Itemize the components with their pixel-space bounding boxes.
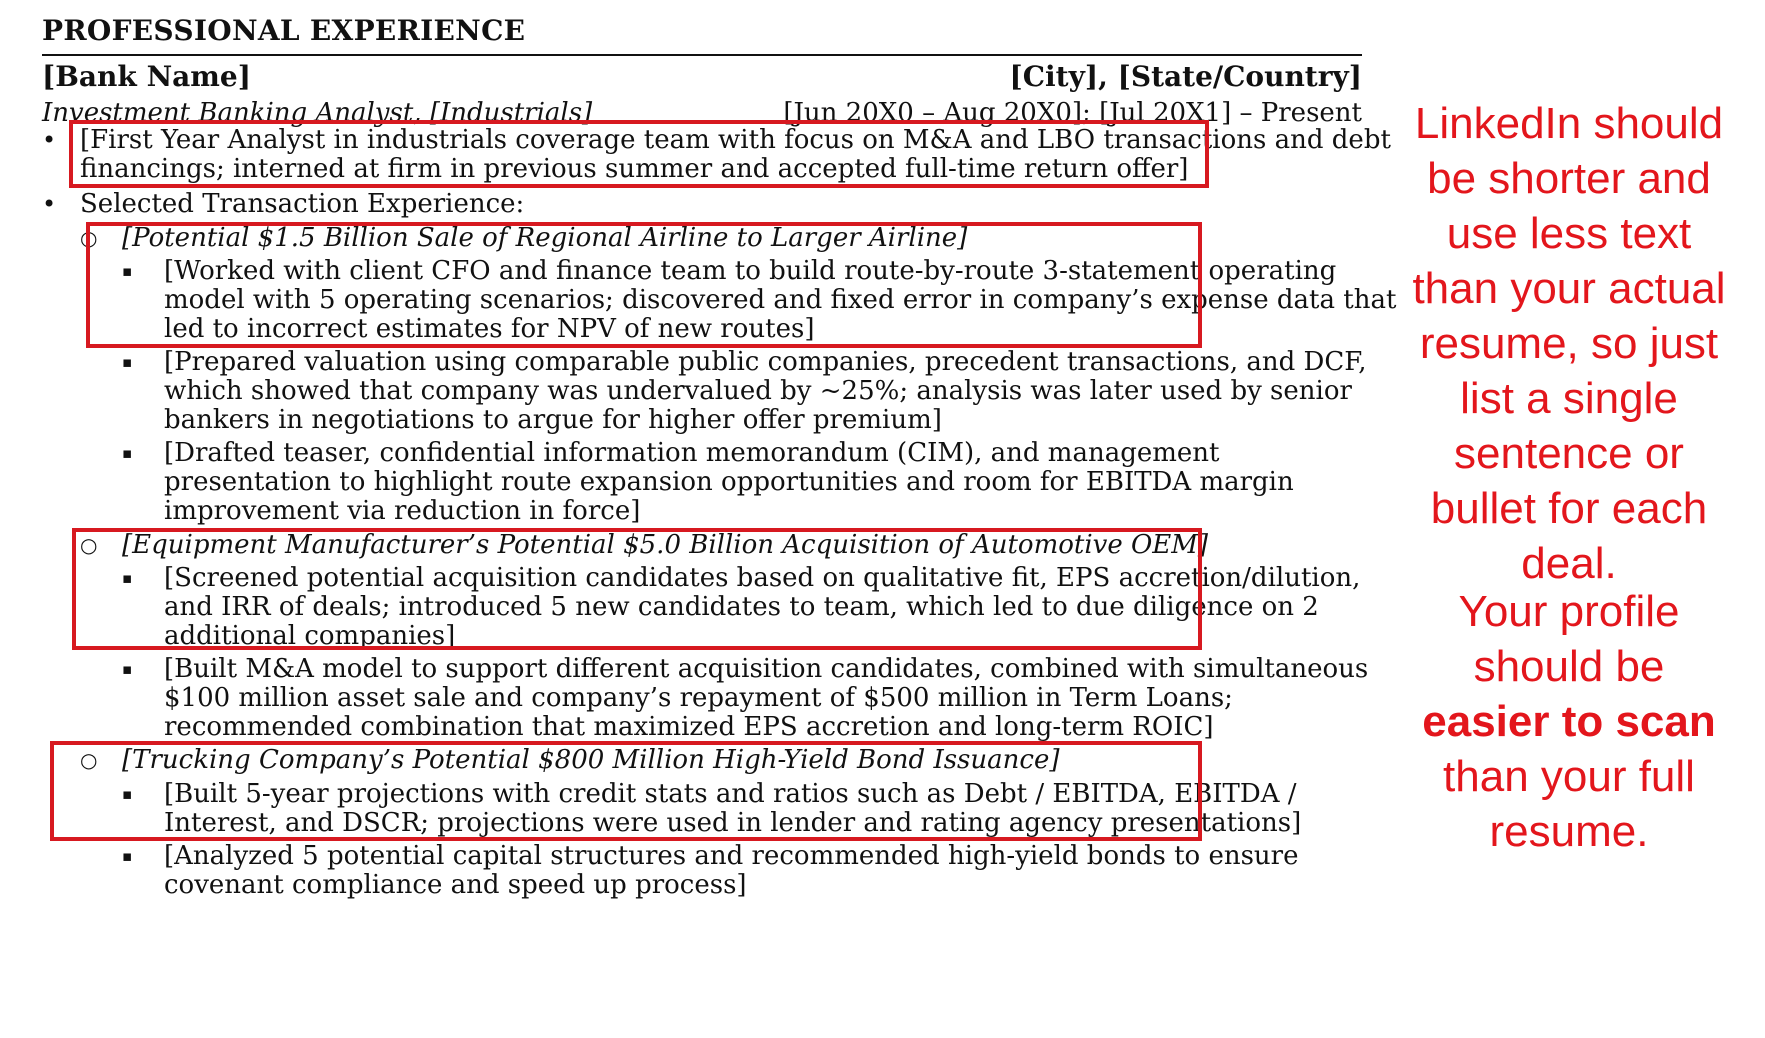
deal-bullet-line: additional companies] bbox=[164, 621, 456, 651]
deal-bullet-line: Interest, and DSCR; projections were used in lender and rating agency presentations] bbox=[164, 808, 1302, 838]
deal-bullet-line: [Worked with client CFO and finance team to build route-by-route 3-statement operating bbox=[164, 256, 1337, 286]
deal-bullet-line: model with 5 operating scenarios; discovered and fixed error in company’s expense data that bbox=[164, 285, 1397, 315]
highlight-box-deal-1 bbox=[86, 222, 1202, 348]
subsub-bullet-marker: ▪ bbox=[122, 262, 133, 280]
subsub-bullet-marker: ▪ bbox=[122, 660, 133, 678]
callout-line: Your profile bbox=[1458, 587, 1680, 636]
deal-bullet-line: recommended combination that maximized EPS accretion and long-term ROIC] bbox=[164, 712, 1214, 742]
callout-line: use less text bbox=[1446, 209, 1692, 258]
subsub-bullet-marker: ▪ bbox=[122, 353, 133, 371]
employment-dates: [Jun 20X0 – Aug 20X0]; [Jul 20X1] – Present bbox=[783, 98, 1362, 128]
deal-bullet-line: [Prepared valuation using comparable public companies, precedent transactions, and DCF, bbox=[164, 347, 1367, 377]
transactions-label: Selected Transaction Experience: bbox=[80, 189, 525, 219]
callout-line: resume, so just bbox=[1419, 319, 1719, 368]
deal-title: [Potential $1.5 Billion Sale of Regional Airline to Larger Airline] bbox=[122, 223, 968, 253]
sub-bullet-marker: ○ bbox=[80, 748, 98, 772]
callout-line: than your actual bbox=[1412, 264, 1726, 313]
deal-bullet-line: [Built 5-year projections with credit stats and ratios such as Debt / EBITDA, EBITDA / bbox=[164, 779, 1297, 809]
role-title: Investment Banking Analyst, [Industrials] bbox=[42, 98, 593, 128]
bullet-marker: • bbox=[42, 190, 57, 218]
employer-row bbox=[42, 60, 1362, 93]
callout-line: LinkedIn should bbox=[1414, 99, 1724, 148]
callout-line: deal. bbox=[1521, 539, 1617, 588]
deal-bullet-line: led to incorrect estimates for NPV of new routes] bbox=[164, 314, 815, 344]
callout-line-bold bbox=[1380, 694, 1758, 749]
deal-title: [Trucking Company’s Potential $800 Million High-Yield Bond Issuance] bbox=[122, 745, 1060, 775]
callout-line: be shorter and bbox=[1427, 154, 1711, 203]
callout-line: than your full bbox=[1443, 752, 1695, 801]
summary-line-1: [First Year Analyst in industrials coverage team with focus on M&A and LBO transactions and debt bbox=[80, 125, 1391, 155]
deal-bullet-line: presentation to highlight route expansion opportunities and room for EBITDA margin bbox=[164, 467, 1294, 497]
location: [City], [State/Country] bbox=[1009, 60, 1362, 93]
callout-line: should be bbox=[1473, 642, 1665, 691]
deal-bullet-line: and IRR of deals; introduced 5 new candidates to team, which led to due diligence on 2 bbox=[164, 592, 1319, 622]
deal-bullet-line: [Drafted teaser, confidential information memorandum (CIM), and management bbox=[164, 438, 1220, 468]
callout-line: bullet for each bbox=[1430, 484, 1708, 533]
deal-bullet-line: [Analyzed 5 potential capital structures and recommended high-yield bonds to ensure bbox=[164, 841, 1299, 871]
bullet-marker: • bbox=[42, 126, 57, 154]
section-title: PROFESSIONAL EXPERIENCE bbox=[42, 14, 526, 47]
section-divider bbox=[42, 54, 1362, 56]
deal-bullet-line: which showed that company was undervalued by ~25%; analysis was later used by senior bbox=[164, 376, 1352, 406]
summary-line-2: financings; interned at firm in previous summer and accepted full-time return offer] bbox=[80, 154, 1189, 184]
highlight-box-deal-2 bbox=[72, 528, 1202, 650]
bank-name: [Bank Name] bbox=[42, 60, 251, 93]
callout-scan bbox=[1380, 584, 1758, 859]
subsub-bullet-marker: ▪ bbox=[122, 785, 133, 803]
deal-bullet-line: improvement via reduction in force] bbox=[164, 496, 641, 526]
subsub-bullet-marker: ▪ bbox=[122, 847, 133, 865]
callout-line: list a single bbox=[1460, 374, 1678, 423]
callout-emphasis: easier to scan bbox=[1422, 697, 1716, 746]
callout-line: sentence or bbox=[1454, 429, 1684, 478]
sub-bullet-marker: ○ bbox=[80, 226, 98, 250]
subsub-bullet-marker: ▪ bbox=[122, 444, 133, 462]
deal-bullet-line: covenant compliance and speed up process] bbox=[164, 870, 747, 900]
sub-bullet-marker: ○ bbox=[80, 533, 98, 557]
callout-linkedin-length bbox=[1380, 96, 1758, 591]
deal-bullet-line: bankers in negotiations to argue for higher offer premium] bbox=[164, 405, 942, 435]
deal-bullet-line: [Built M&A model to support different acquisition candidates, combined with simultaneous bbox=[164, 654, 1369, 684]
subsub-bullet-marker: ▪ bbox=[122, 569, 133, 587]
deal-bullet-line: $100 million asset sale and company’s repayment of $500 million in Term Loans; bbox=[164, 683, 1233, 713]
deal-bullet-line: [Screened potential acquisition candidates based on qualitative fit, EPS accretion/dilution, bbox=[164, 563, 1361, 593]
highlight-box-deal-3 bbox=[50, 741, 1202, 841]
deal-title: [Equipment Manufacturer’s Potential $5.0 Billion Acquisition of Automotive OEM] bbox=[122, 530, 1209, 560]
highlight-box-summary bbox=[69, 120, 1209, 188]
callout-line: resume. bbox=[1489, 807, 1649, 856]
